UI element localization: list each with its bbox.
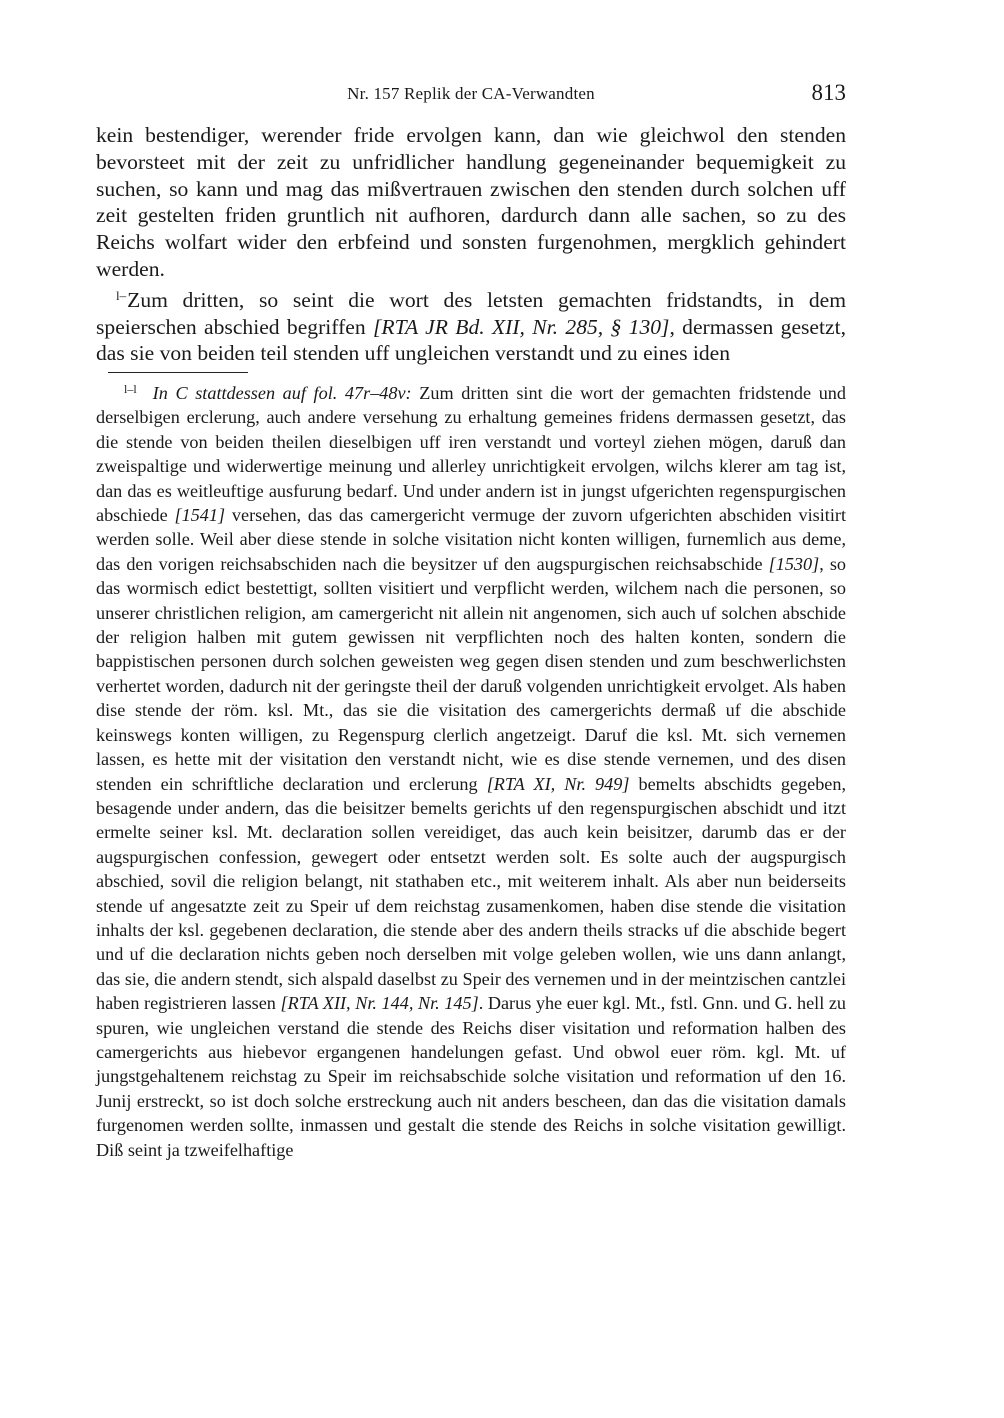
footnote-ref-4: [RTA XII, Nr. 144, Nr. 145]	[280, 993, 479, 1014]
paragraph-2-text-a: Zum dritten, so seint die wort des letsten gemachten fridstandts, in dem speierschen abschied begriffen	[96, 287, 846, 339]
footnote-paragraph	[96, 377, 846, 1162]
paragraph-2-text-b: , dermassen gesetzt, das sie von beiden teil stenden uff ungleichen verstandt und zu eines iden	[96, 314, 847, 366]
footnote-ref-1: [1541]	[174, 505, 226, 526]
paragraph-1: kein bestendiger, werender fride ervolgen kann, dan wie gleichwol den stenden bevorsteet mit der zeit zu unfridlicher handlung gegeneinander bequemigkeit zu suchen, so kann und mag das mißvertrauen zwischen den stenden durch solchen uff zeit gestelten friden gruntlich nit aufhoren, dardurch dann alle sachen, so zu des Reichs wolfart wider den erbfeind und sonsten furgenohmen, mergklich gehindert werden.	[96, 123, 846, 281]
footnote-ref-3: [RTA XI, Nr. 949]	[486, 773, 630, 794]
footnote-mark: l–l	[124, 382, 137, 396]
footnote-text-2: versehen, das das camergericht vermuge der zuvorn ufgerichten abschiden visitirt werden solle. Weil aber diese stende in solche visitation nicht konten willigen, furnemlich aus deme, das den vorigen reichsabschiden nach die beysitzer uf den augspurgischen reichsabschide	[96, 505, 847, 574]
footnote-ref-2: [1530]	[768, 553, 820, 574]
source-reference: [RTA JR Bd. XII, Nr. 285, § 130]	[373, 314, 670, 339]
footnote-marker: l–	[116, 287, 127, 303]
footnote-intro: In C stattdessen auf fol. 47r–48v:	[152, 383, 412, 403]
footnote-text-1: Zum dritten sint die wort der gemachten fridstende und derselbigen erclerung, auch andere versehung zu erhaltung gemeines fridens dermassen gesetzt, das die stende von beiden theilen dieselbigen uff iren verstandt und vorteyl ziehen mögen, daruß dan zweispaltige und widerwertige meinung und allerley unrichtigkeit ervolgen, wilchs klerer am tag ist, dan das es weitleuftige ausfurung bedarf. Und under andern ist in jungst ufgerichten regenspurgischen abschiede	[96, 383, 846, 526]
page-number: 813	[811, 80, 846, 105]
running-title: Nr. 157 Replik der CA-Verwandten	[347, 84, 595, 103]
page-header	[96, 80, 846, 106]
paragraph-2	[96, 283, 846, 367]
footnote	[96, 377, 846, 1162]
footnote-divider	[108, 372, 248, 373]
footnote-text-3: , so das wormisch edict bestettigt, sollten visitiert und verpflicht werden, wilchem nach die personen, so unserer christlichen religion, am camergericht nit allein nit angenomen, sich auch uf solchen abschide der religion halben mit gutem gewissen nit verpflichten noch des halten konten, sondern die bappistischen personen durch solchen geweisten weg gegen disen stenden und zum beschwerlichsten verhertet worden, dadurch nit der geringste theil der daruß volgenden unrichtigkeit ervolget. Als haben dise stende der röm. ksl. Mt., das sie die visitation des camergerichts dermaß uf die abschide keinswegs konten willigen, zu Regenspurg clerlich angetzeigt. Daruf die ksl. Mt. sich vernemen lassen, es hette mit der visitation den verstandt nicht, wie es dise stende vernemen, und des disen stenden ein schriftliche declaration und erclerung	[96, 553, 847, 794]
main-text	[96, 122, 846, 367]
footnote-text-4: bemelts abschidts gegeben, besagende under andern, das die beisitzer bemelts gerichts uf den regenspurgischen abschidt und itzt ermelte seiner ksl. Mt. declaration sollen vereidiget, das auch kein beisitzer, darumb das er der augspurgischen confession, gewegert oder entsetzt werden solt. Es solte auch der augspurgisch abschied, sovil die religion belangt, nit stathaben etc., mit weiterem inhalt. Als aber nun beiderseits stende uf angesatzte zeit zu Speir uf dem reichstag zusamenkomen, haben dise stende die visitation inhalts der ksl. gegebenen declaration, die stende aber des andern theils stracks uf die abschide begert und uf die declaration nichts geben noch derselben mit volge geleben wollen, wie uns dann anlangt, das sie, die andern stendt, sich alspald daselbst zu Speir des vernemen und in der meintzischen cantzlei haben registrieren lassen	[96, 773, 846, 1014]
footnote-text-5: . Darus yhe euer kgl. Mt., fstl. Gnn. und G. hell zu spuren, wie ungleichen verstand die stende des Reichs diser visitation und reformation halben des camergerichts aus hiebevor ergangenen handelungen gefast. Und obwol euer röm. kgl. Mt. uf jungstgehaltenem reichstag zu Speir im reichsabschide solche visitation und reformation uf den 16. Junij erstreckt, so ist doch solche erstreckung auch nit anders bescheen, dan das die visitation damals furgenomen werden sollte, inmassen und gestalt die stende des Reichs in solche visitation gewilligt. Diß seint ja tzweifelhaftige	[96, 993, 847, 1160]
